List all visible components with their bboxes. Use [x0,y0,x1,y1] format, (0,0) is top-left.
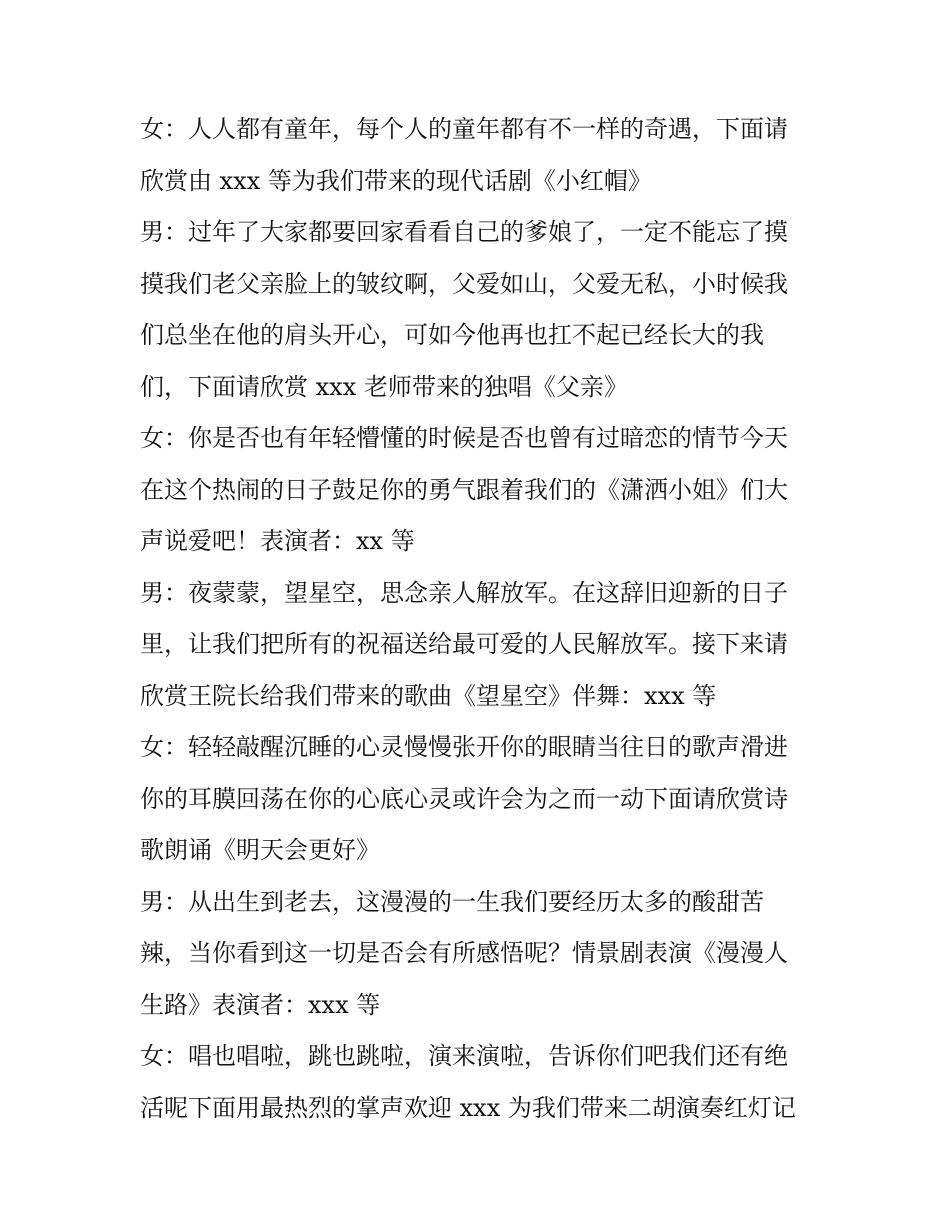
text-line-16: 男：从出生到老去，这漫漫的一生我们要经历太多的酸甜苦 [140,887,764,916]
text-line-8: 在这个热闹的日子鼓足你的勇气跟着我们的《潇洒小姐》们大 [140,475,788,504]
text-line-6: 们，下面请欣赏 xxx 老师带来的独唱《父亲》 [140,372,628,401]
text-line-18: 生路》表演者：xxx 等 [140,990,381,1019]
script-text-block [140,104,820,1134]
text-line-4: 摸我们老父亲脸上的皱纹啊，父爱如山，父爱无私，小时候我 [140,269,788,298]
text-line-3: 男：过年了大家都要回家看看自己的爹娘了，一定不能忘了摸 [140,218,788,246]
text-line-20: 活呢下面用最热烈的掌声欢迎 xxx 为我们带来二胡演奏红灯记 [140,1093,796,1122]
text-line-17: 辣，当你看到这一切是否会有所感悟呢？情景剧表演《漫漫人 [140,939,788,967]
text-line-10: 男：夜蒙蒙，望星空，思念亲人解放军。在这辞旧迎新的日子 [140,578,788,607]
text-line-11: 里，让我们把所有的祝福送给最可爱的人民解放军。接下来请 [140,630,788,658]
text-line-13: 女：轻轻敲醒沉睡的心灵慢慢张开你的眼睛当往日的歌声滑进 [140,733,788,761]
text-line-1: 女：人人都有童年，每个人的童年都有不一样的奇遇，下面请 [140,115,788,143]
text-line-19: 女：唱也唱啦，跳也跳啦，演来演啦，告诉你们吧我们还有绝 [140,1042,788,1070]
text-line-7: 女：你是否也有年轻懵懂的时候是否也曾有过暗恋的情节今天 [140,424,788,452]
text-line-9: 声说爱吧！表演者：xx 等 [140,527,415,555]
text-line-5: 们总坐在他的肩头开心，可如今他再也扛不起已经长大的我 [140,321,764,349]
text-line-14: 你的耳膜回荡在你的心底心灵或许会为之而一动下面请欣赏诗 [140,784,788,813]
text-line-15: 歌朗诵《明天会更好》 [140,836,380,864]
text-line-2: 欣赏由 xxx 等为我们带来的现代话剧《小红帽》 [140,166,652,195]
text-line-12: 欣赏王院长给我们带来的歌曲《望星空》伴舞：xxx 等 [140,681,717,710]
